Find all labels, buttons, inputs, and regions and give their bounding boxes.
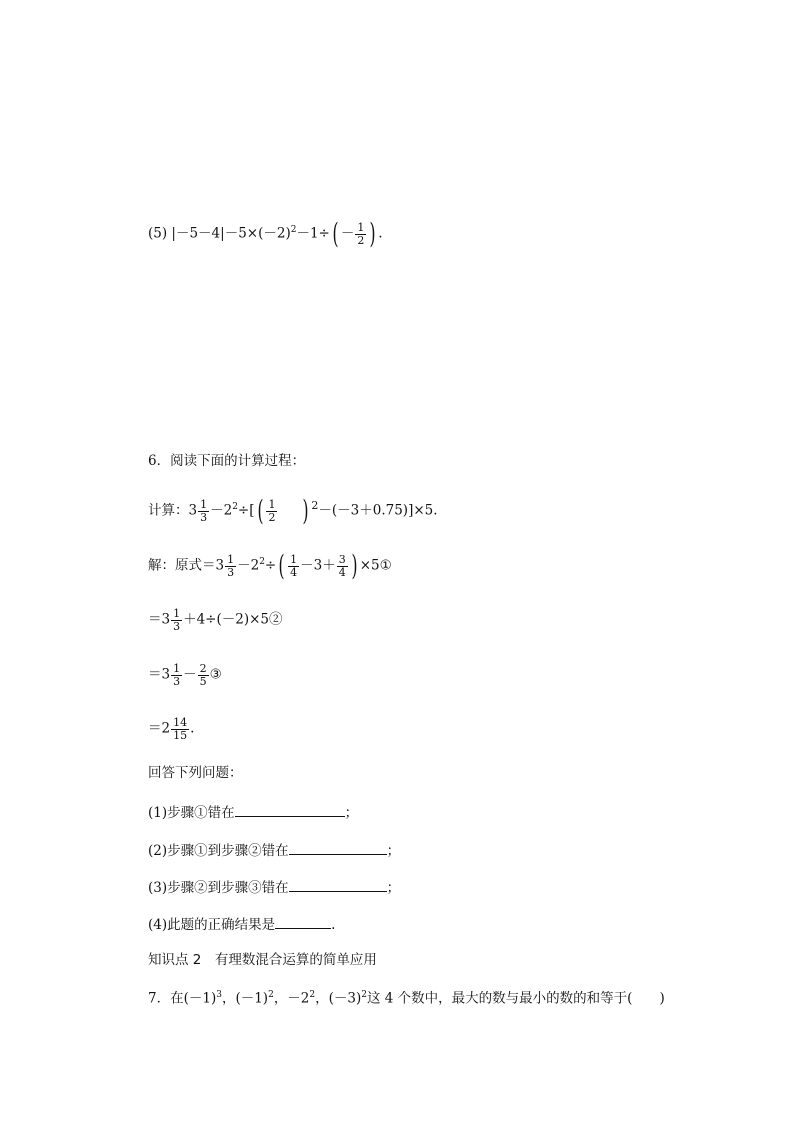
step-4-line [148, 717, 194, 741]
answer-prompt: 回答下列问题： [148, 765, 243, 781]
numerator: 1 [227, 552, 235, 566]
sol-mid2: －3＋ [300, 557, 336, 574]
sol-mid: －2 [237, 557, 260, 574]
numerator: 1 [290, 552, 298, 566]
left-paren: ( [278, 549, 285, 582]
question-6-title: 6．阅读下面的计算过程： [148, 453, 306, 469]
calc-mid: －2 [210, 502, 233, 519]
sub-question-4-text: (4)此题的正确结果是 [148, 916, 276, 933]
denominator: 15 [173, 728, 188, 742]
fraction [288, 554, 299, 578]
denominator: 4 [290, 565, 298, 579]
fraction [171, 717, 189, 741]
denominator: 2 [268, 510, 276, 524]
problem-5-sign: － [340, 225, 355, 242]
right-paren: ) [369, 217, 376, 250]
calc-tail: －(－3＋0.75)]×5. [318, 502, 438, 519]
answer-blank-4[interactable] [275, 916, 331, 929]
sol-tail: ×5① [359, 557, 392, 574]
numerator: 1 [173, 662, 181, 675]
sub-question-2-end: ； [386, 842, 401, 859]
sub-question-3-text: (3)步骤②到步骤③错在 [148, 879, 289, 896]
sub-question-4 [148, 916, 335, 933]
fraction [266, 499, 277, 523]
fraction [225, 554, 236, 578]
step-2-eq: ＝3 [148, 611, 171, 628]
problem-5 [148, 217, 383, 250]
left-paren: ( [256, 494, 263, 527]
numerator: 1 [268, 497, 276, 511]
denominator: 3 [173, 674, 181, 688]
step-3-tail: ③ [209, 666, 222, 683]
solution-line [148, 549, 392, 582]
sub-question-2-text: (2)步骤①到步骤②错在 [148, 842, 289, 859]
numerator: 2 [199, 662, 207, 675]
q7-text-e: 这 4 个数中，最大的数与最小的数的和等于( ) [367, 990, 665, 1007]
numerator: 1 [200, 497, 208, 511]
exponent: 3 [216, 990, 222, 1000]
exponent: 2 [259, 557, 265, 567]
right-paren: ) [302, 494, 309, 527]
exponent: 2 [309, 990, 316, 1000]
calc-label: 计算： [148, 502, 189, 519]
sub-question-3 [148, 879, 400, 896]
step-4-tail: . [190, 720, 195, 737]
calc-line [148, 494, 438, 527]
problem-5-label: (5) [148, 225, 168, 242]
denominator: 4 [338, 565, 346, 579]
denominator: 3 [200, 510, 208, 524]
step-4-eq: ＝2 [148, 720, 171, 737]
solution-label: 解：原式＝ [148, 557, 216, 574]
step-2-tail: ＋4÷(－2)×5② [183, 611, 283, 628]
problem-5-expr-b: －1÷ [296, 225, 330, 242]
denominator: 2 [357, 233, 365, 247]
sub-question-1 [148, 804, 358, 821]
denominator: 3 [173, 619, 181, 633]
denominator: 3 [227, 565, 235, 579]
sub-question-4-end: . [331, 916, 336, 933]
fraction [171, 608, 182, 632]
problem-5-expr-a: |－5－4|－5×(－2) [171, 225, 291, 242]
step-3-minus: － [183, 666, 197, 683]
question-7 [148, 991, 665, 1006]
fraction [198, 499, 209, 523]
q7-text-b: ，(－1) [221, 990, 269, 1007]
numerator: 14 [173, 716, 188, 729]
sub-question-1-end: ； [344, 804, 359, 821]
left-paren: ( [332, 217, 339, 250]
sol-int: 3 [215, 557, 225, 574]
sub-question-2 [148, 842, 400, 859]
problem-5-exponent: 2 [290, 225, 297, 235]
exponent: 2 [232, 502, 238, 512]
sub-question-3-end: ； [386, 879, 401, 896]
exponent: 2 [361, 990, 367, 1000]
step-3-eq: ＝3 [148, 666, 171, 683]
answer-blank-3[interactable] [289, 879, 387, 892]
numerator: 3 [338, 552, 346, 566]
numerator: 1 [173, 607, 181, 620]
step-2-line [148, 608, 283, 632]
fraction [171, 663, 182, 687]
numerator: 1 [357, 220, 365, 234]
q7-text-d: ，(－3) [315, 990, 362, 1007]
calc-int: 3 [188, 502, 198, 519]
exponent: 2 [311, 499, 319, 512]
sub-question-1-text: (1)步骤①错在 [148, 804, 235, 821]
calc-div: ÷[ [237, 502, 255, 519]
right-paren: ) [351, 549, 358, 582]
fraction [198, 663, 209, 687]
answer-blank-2[interactable] [289, 842, 387, 855]
exponent: 2 [268, 990, 274, 1000]
fraction [355, 222, 366, 246]
section-heading: 知识点 2 有理数混合运算的简单应用 [148, 952, 377, 968]
answer-blank-1[interactable] [235, 804, 345, 817]
fraction [337, 554, 348, 578]
denominator: 5 [199, 674, 207, 688]
step-3-line [148, 663, 222, 687]
problem-5-tail: . [378, 225, 383, 242]
sol-div: ÷ [264, 557, 277, 574]
q7-text-a: 7．在(－1) [148, 990, 217, 1007]
q7-text-c: ，－2 [273, 990, 310, 1007]
